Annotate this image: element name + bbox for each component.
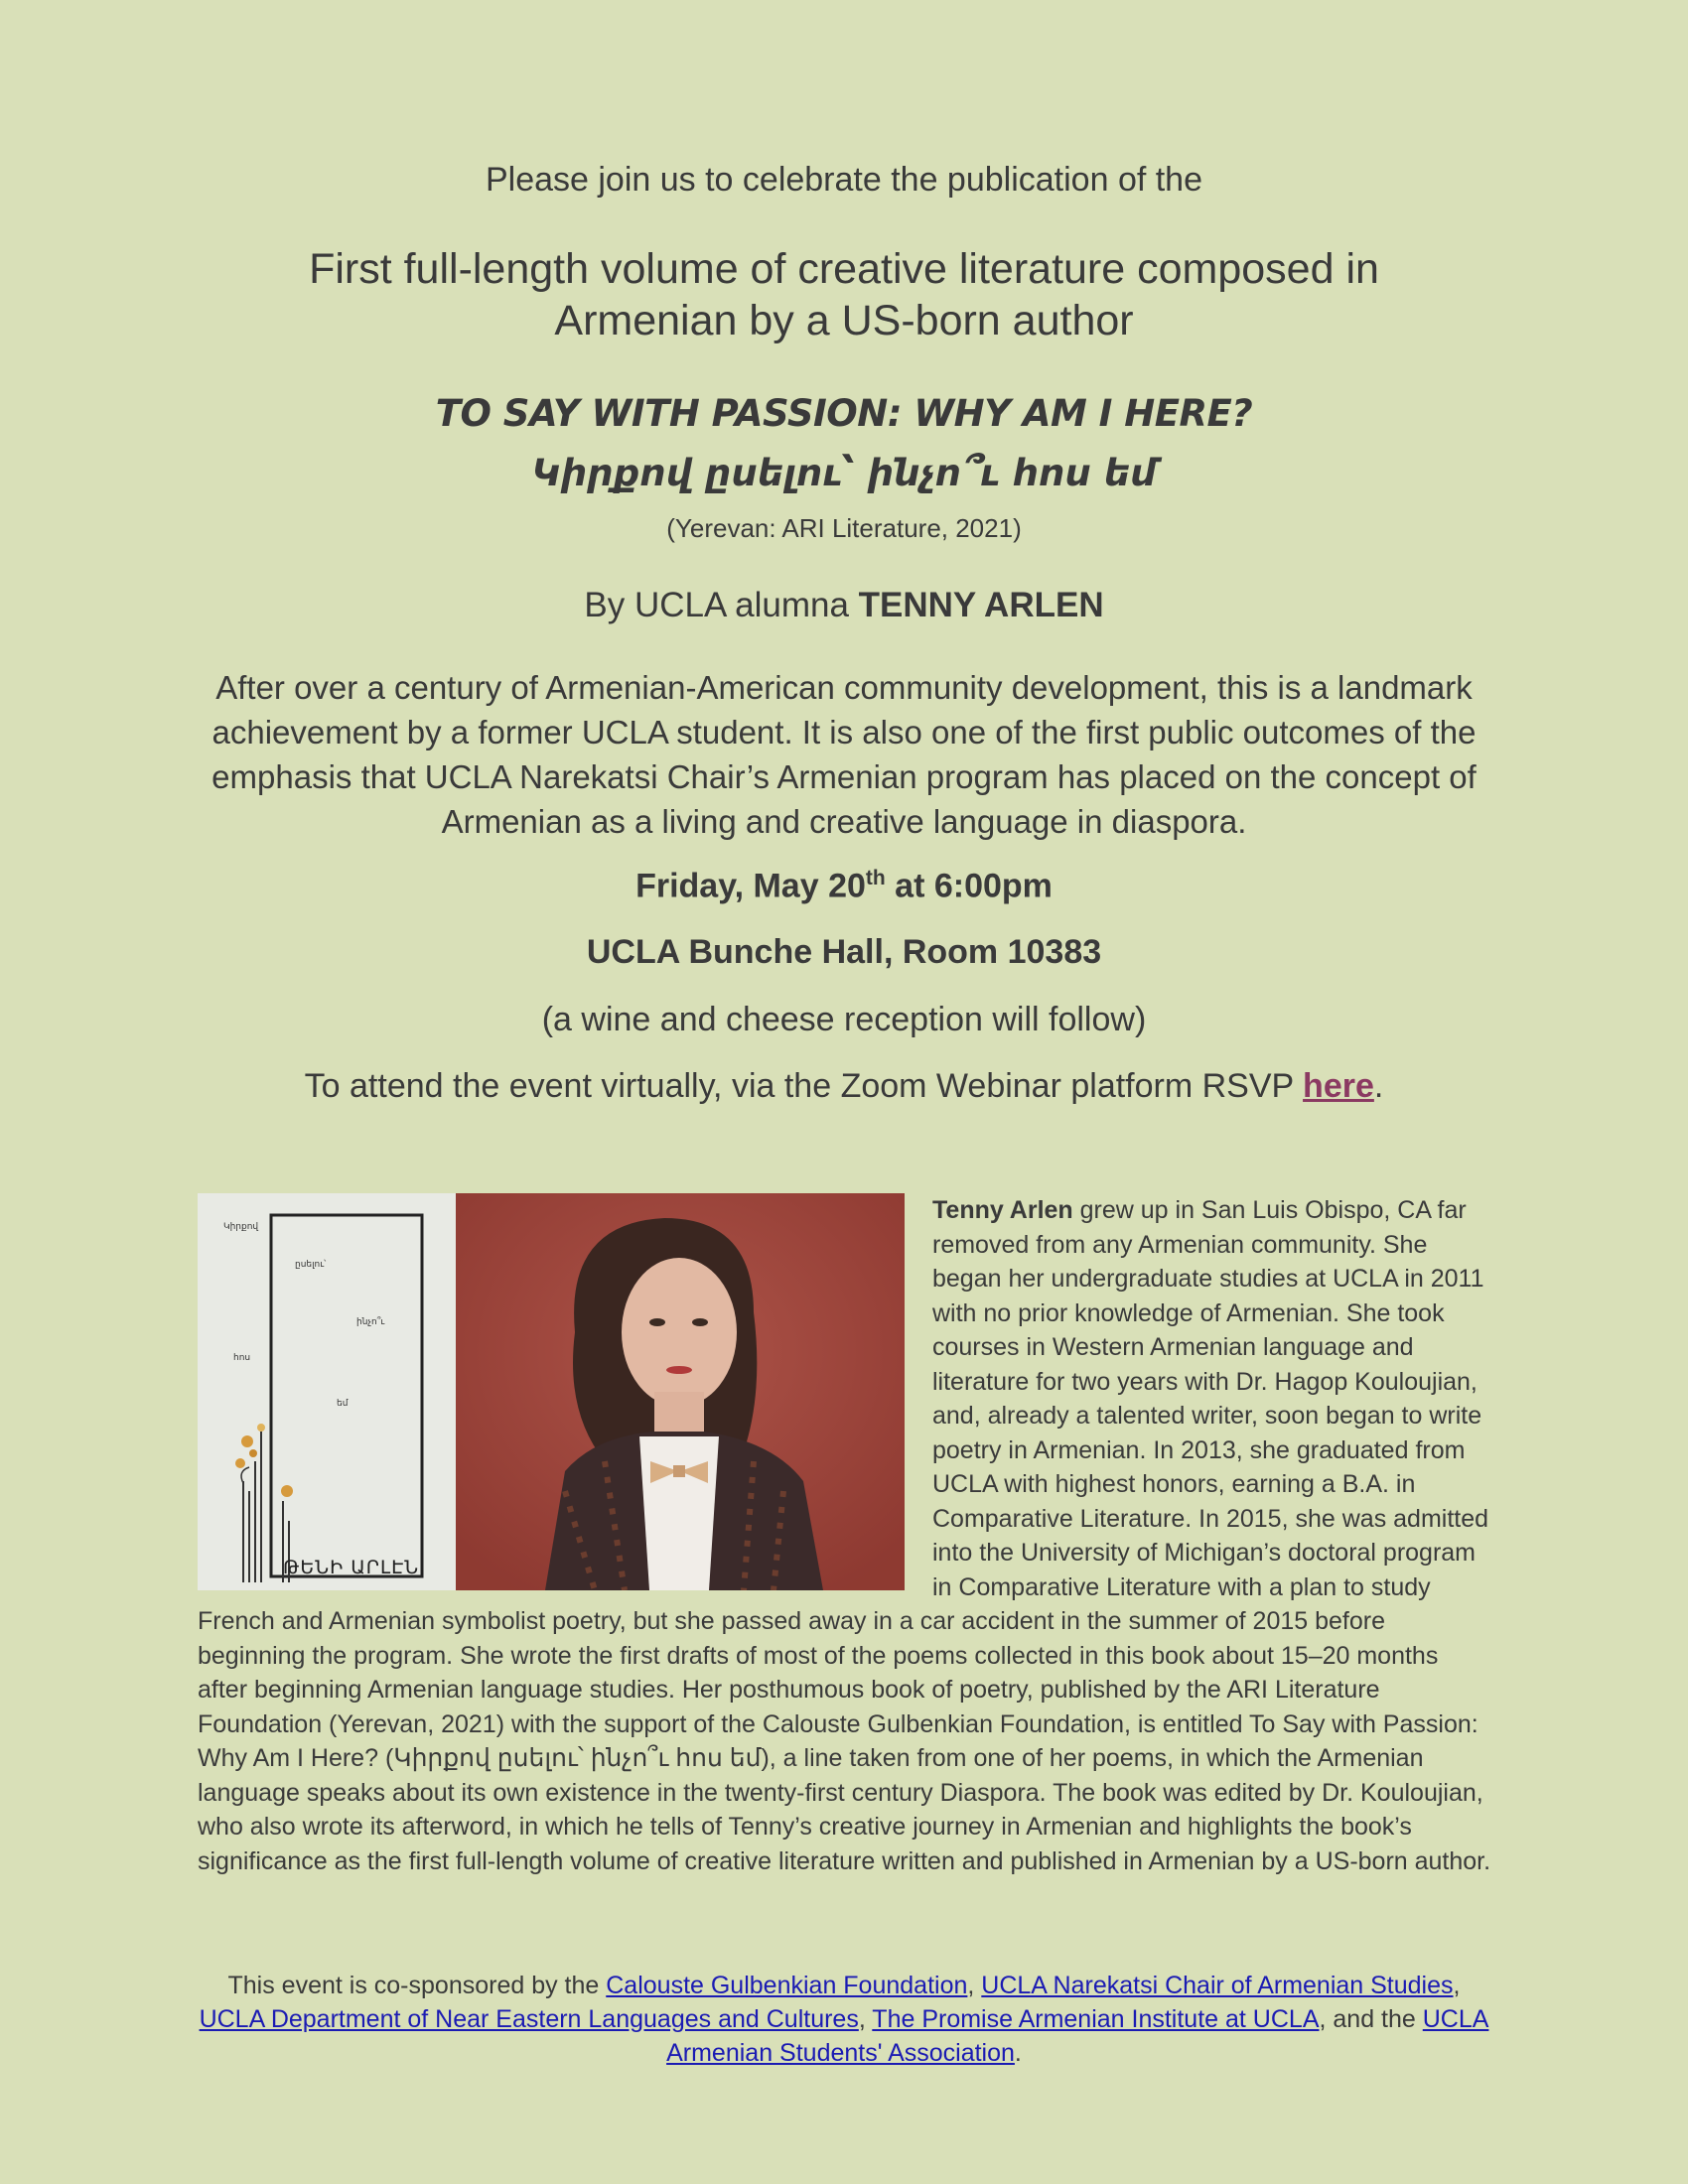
headline (0, 243, 1688, 346)
author-line (0, 586, 1688, 625)
cover-word-2: ըսելու՝ (295, 1260, 327, 1270)
sponsors-prefix: This event is co-sponsored by the (227, 1972, 607, 1999)
event-description: After over a century of Armenian-American community development, this is a landmark achievement by a former UCLA student. It is also one of the first public outcomes of the emphasis that UCLA Narekatsi Chair’s Armenian program has placed on the concept of Armenian as a living and creative language in diaspora. (211, 669, 1477, 840)
intro-text: Please join us to celebrate the publication of the (485, 161, 1203, 199)
event-date (0, 867, 1688, 905)
event-venue: UCLA Bunche Hall, Room 10383 (586, 933, 1102, 971)
author-bio (198, 1193, 1493, 1878)
headline-line-2: Armenian by a US-born author (554, 297, 1134, 344)
book-title-english: TO SAY WITH PASSION: WHY AM I HERE? (435, 392, 1253, 435)
bio-image-spacer (198, 1193, 932, 1590)
sponsor-link-nelc-department[interactable]: UCLA Department of Near Eastern Languages and Cultures (199, 2005, 859, 2033)
sponsors-note (199, 1969, 1489, 2070)
rsvp-link[interactable]: here (1303, 1067, 1374, 1105)
event-date-ordinal: th (865, 867, 886, 889)
headline-line-1: First full-length volume of creative literature composed in (309, 245, 1379, 293)
sponsors-suffix: . (1014, 2039, 1022, 2067)
author-prefix: By UCLA alumna (584, 586, 859, 624)
event-date-prefix: Friday, May 20 (635, 867, 866, 905)
cover-word-5: եմ (337, 1399, 349, 1409)
sponsors-separator: , (858, 2005, 873, 2033)
reception-note: (a wine and cheese reception will follow) (541, 1001, 1147, 1038)
publisher-info: (Yerevan: ARI Literature, 2021) (666, 513, 1022, 543)
cover-author-name: ԹԵՆԻ ԱՐԼԷՆ (283, 1557, 420, 1578)
virtual-text: To attend the event virtually, via the Zoom Webinar platform RSVP (304, 1067, 1304, 1105)
author-name: TENNY ARLEN (858, 586, 1104, 624)
cover-word-3: ինչո՞ւ (356, 1317, 385, 1327)
virtual-suffix: . (1373, 1067, 1384, 1105)
sponsor-link-armenian-students-association[interactable]: UCLA Armenian Students' Association (666, 2005, 1489, 2067)
sponsor-link-narekatsi-chair[interactable]: UCLA Narekatsi Chair of Armenian Studies (981, 1972, 1454, 1999)
sponsor-link-gulbenkian[interactable]: Calouste Gulbenkian Foundation (606, 1972, 968, 1999)
sponsors-separator: , (967, 1972, 982, 1999)
book-title-armenian: Կիրքով ըսելու՝ ինչո՞ւ հոս եմ (531, 452, 1157, 494)
bio-text: grew up in San Luis Obispo, CA far removed from any Armenian community. She began her undergraduate studies at UCLA in 2011 with no prior knowledge of Armenian. She took courses in Western Armenian language and literature for two years with Dr. Hagop Kouloujian, and, already a talented writer, soon began to write poetry in Armenian. In 2013, she graduated from UCLA with highest honors, earning a B.A. in Comparative Literature. In 2015, she was admitted into the University of Michigan’s doctoral program in Comparative Literature with a plan to study French and Armenian symbolist poetry, but she passed away in a car accident in the summer of 2015 before beginning the program. She wrote the first drafts of most of the poems collected in this book about 15–20 months after beginning Armenian language studies. Her posthumous book of poetry, published by the ARI Literature Foundation (Yerevan, 2021) with the support of the Calouste Gulbenkian Foundation, is entitled To Say with Passion: Why Am I Here? (Կիրքով ըսելու՝ ինչո՞ւ հոս եմ), a line taken from one of her poems, in which the Armenian language speaks about its own existence in the twenty-first century Diaspora. The book was edited by Dr. Kouloujian, who also wrote its afterword, in which he tells of Tenny’s creative journey in Armenian and highlights the book’s significance as the first full-length volume of creative literature written and published in Armenian by a US-born author. (198, 1196, 1491, 1875)
cover-word-1: Կիրքով (223, 1222, 259, 1232)
sponsors-separator: , and the (1319, 2005, 1423, 2033)
event-time: at 6:00pm (885, 867, 1053, 905)
virtual-attendance (0, 1067, 1688, 1106)
cover-word-4: հոս (233, 1353, 251, 1363)
bio-author-name: Tenny Arlen (932, 1196, 1073, 1224)
sponsors-separator: , (1453, 1972, 1461, 1999)
sponsor-link-promise-institute[interactable]: The Promise Armenian Institute at UCLA (872, 2005, 1320, 2033)
